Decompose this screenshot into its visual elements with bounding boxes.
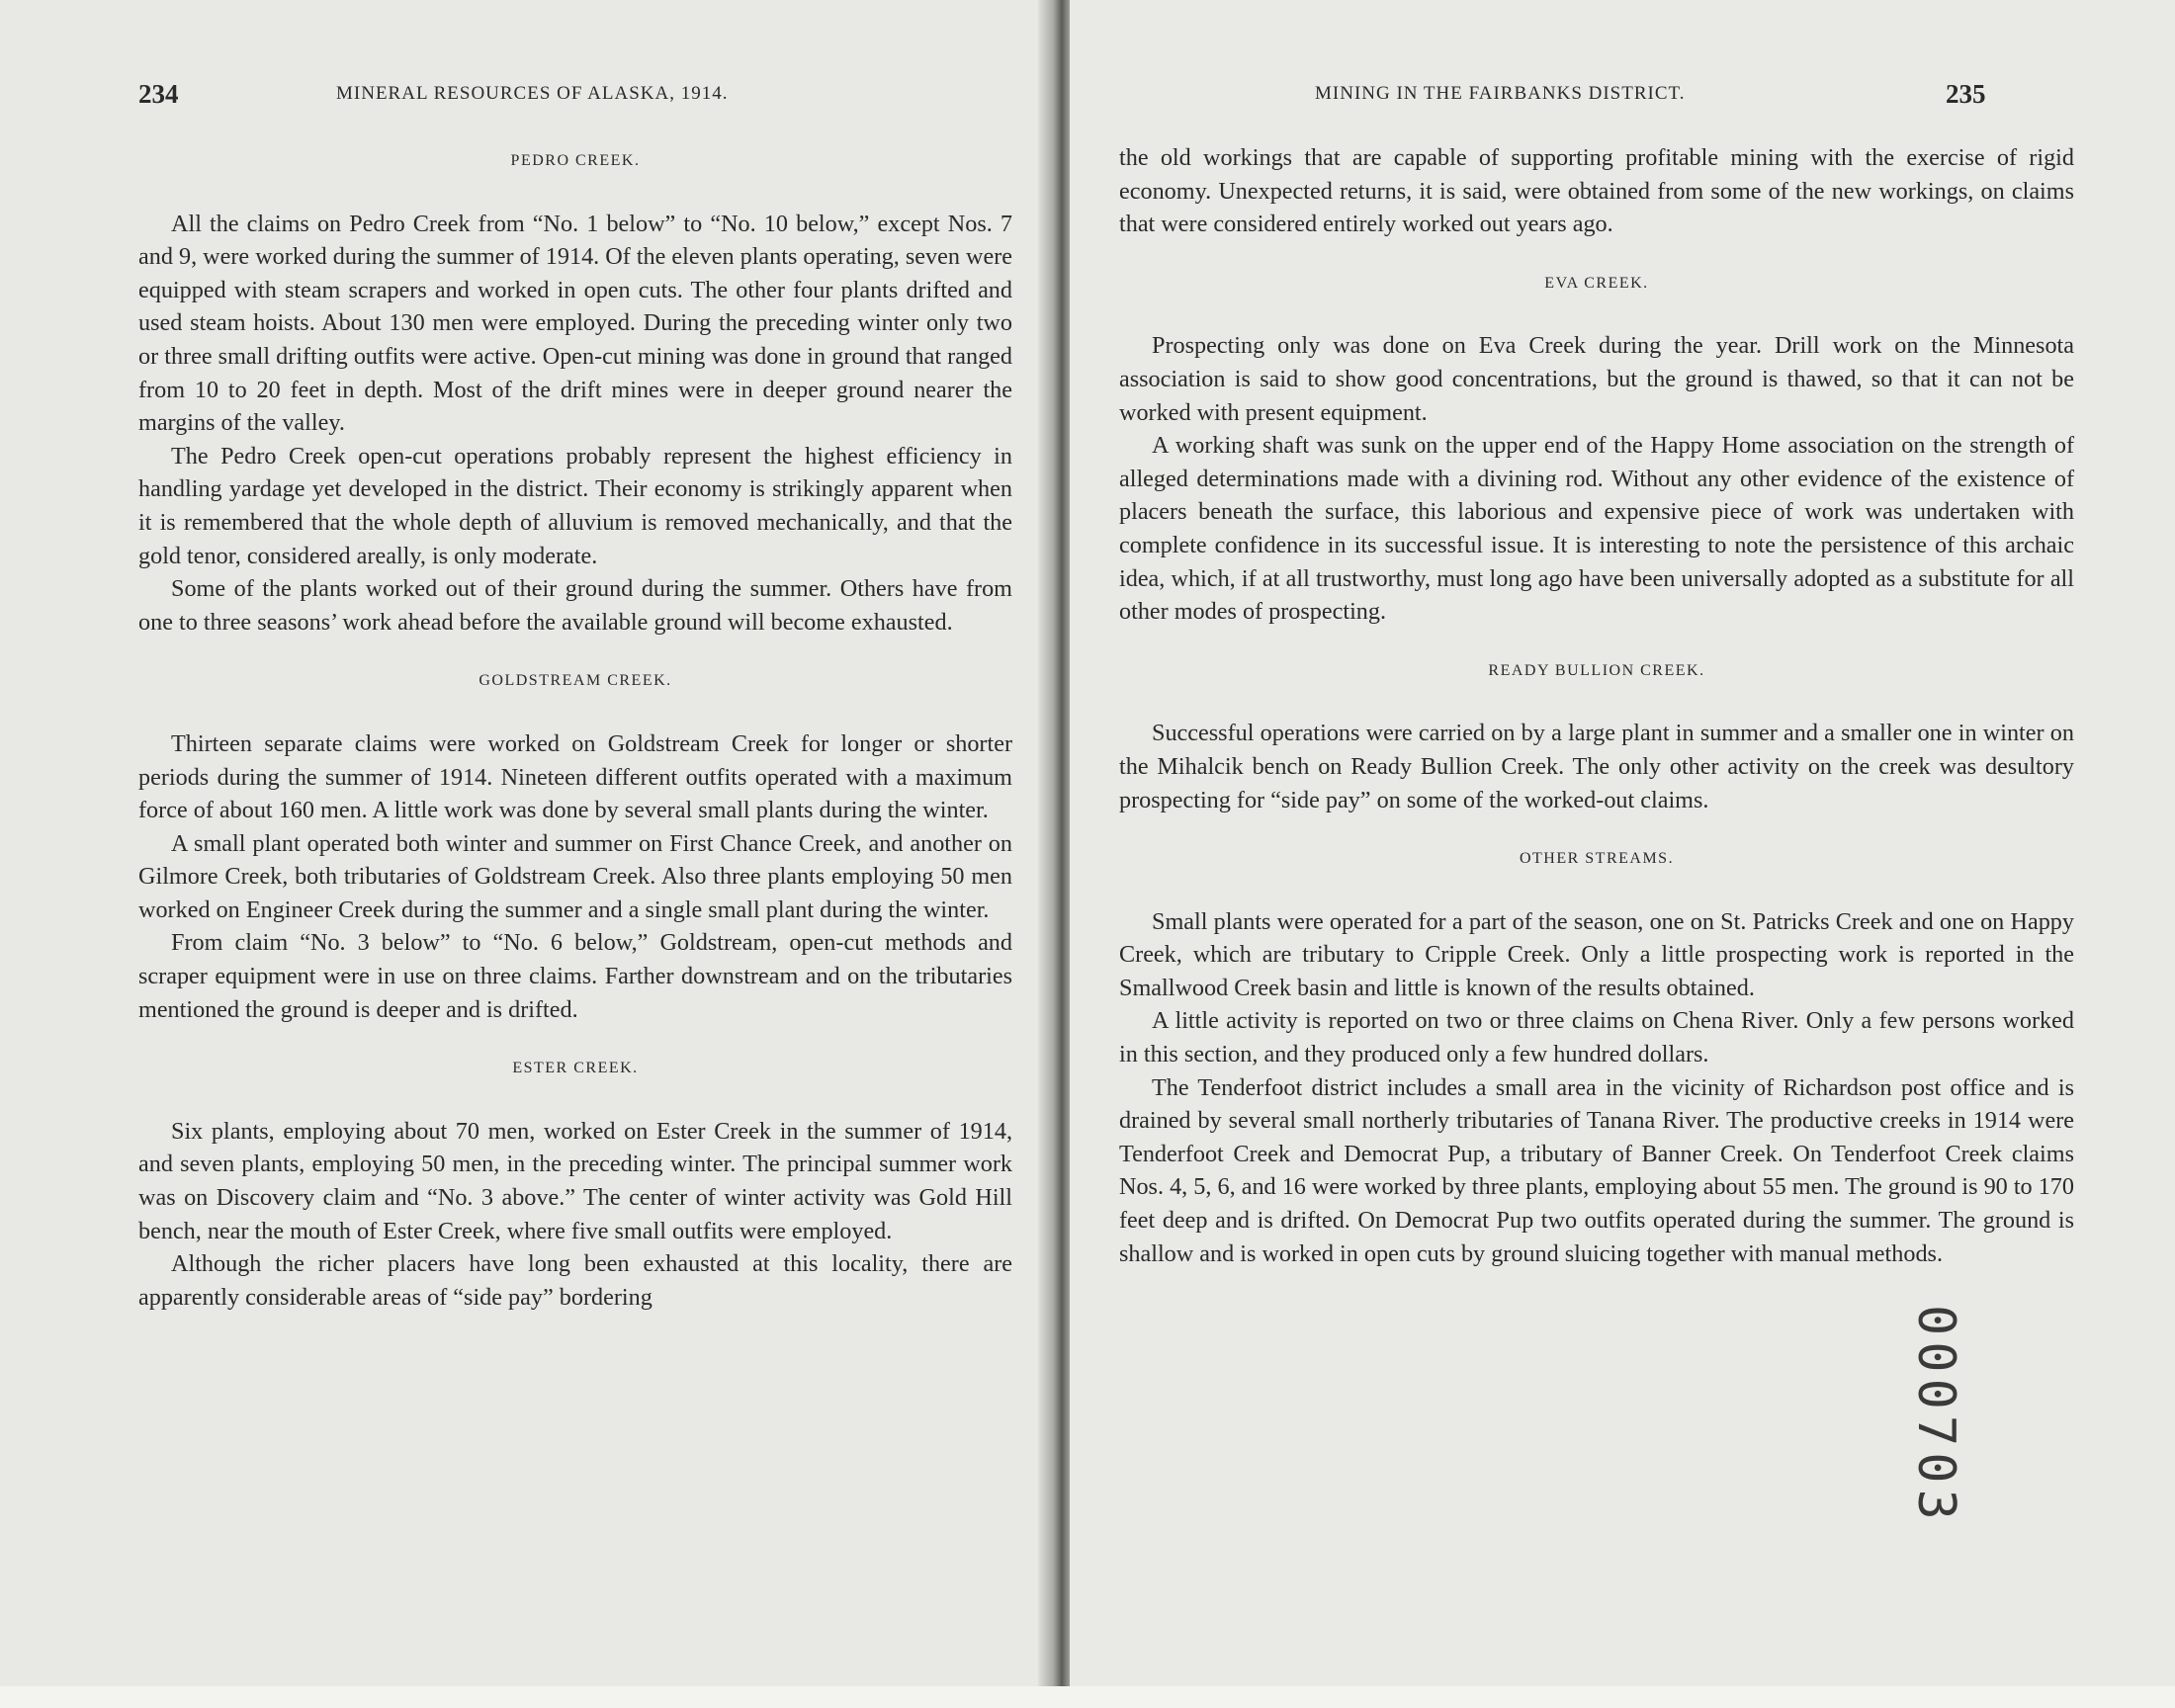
scan-bottom-edge [0, 1686, 2175, 1708]
left-page-text [138, 144, 1012, 1314]
archive-stamp-number: 000703 [1906, 1305, 1965, 1526]
running-head-left: MINERAL RESOURCES OF ALASKA, 1914. [336, 83, 729, 104]
paragraph: Thirteen separate claims were worked on Goldstream Creek for longer or shorter periods during the summer of 1914. Nineteen different outfits operated with a maximum force of about 160 men. A little work was done by several small plants during the winter. [138, 729, 1012, 824]
section-heading-other-streams: OTHER STREAMS. [1519, 850, 1675, 868]
page-number-left: 234 [138, 79, 179, 109]
section-heading-goldstream-creek: GOLDSTREAM CREEK. [478, 672, 672, 690]
running-head-right: MINING IN THE FAIRBANKS DISTRICT. [1315, 83, 1686, 104]
paragraph: The Tenderfoot district includes a small area in the vicinity of Richardson post office and is drained by several small northerly tributaries of Tanana River. The productive creeks in 1914 were Tenderfoot Creek and Democrat Pup, a tributary of Banner Creek. On Tenderfoot Creek claims Nos. 4, 5, 6, and 16 were worked by three plants, employing about 55 men. The ground is 90 to 170 feet deep and is drifted. On Democrat Pup two outfits operated during the summer. The ground is shallow and is worked in open cuts by ground sluicing together with manual methods. [1119, 1073, 2074, 1267]
paragraph: All the claims on Pedro Creek from “No. 1 below” to “No. 10 below,” except Nos. 7 and 9, were worked during the summer of 1914. Of the eleven plants operating, seven were equipped with steam scrapers and worked in open cuts. The other four plants drifted and used steam hoists. About 130 men were employed. During the preceding winter only two or three small drifting outfits were active. Open-cut mining was done in ground that ranged from 10 to 20 feet in depth. Most of the drift mines were in deeper ground nearer the margins of the valley. [138, 210, 1012, 437]
paragraph: Although the richer placers have long been exhausted at this locality, there are apparently considerable areas of “side pay” bordering [138, 1250, 1012, 1311]
paragraph-continuation: the old workings that are capable of supporting profitable mining with the exercise of rigid economy. Unexpected returns, it is said, were obtained from some of the new workings, on claims that were considered entirely worked out years ago. [1119, 144, 2074, 238]
section-heading-eva-creek: EVA CREEK. [1544, 274, 1649, 292]
right-page [1070, 0, 2175, 1708]
paragraph: Successful operations were carried on by a large plant in summer and a smaller one in winter on the Mihalcik bench on Ready Bullion Creek. The only other activity on the creek was desultory prospecting for “side pay” on some of the worked-out claims. [1119, 720, 2074, 813]
paragraph: A working shaft was sunk on the upper end of the Happy Home association on the strength of alleged determinations made with a divining rod. Without any other evidence of the existence of placers beneath the surface, this laborious and expensive piece of work was undertaken with complete confidence in its successful issue. It is interesting to note the persistence of this archaic idea, which, if at all trustworthy, must long ago have been universally adopted as a substitute for all other modes of prospecting. [1119, 432, 2074, 626]
paragraph: Prospecting only was done on Eva Creek during the year. Drill work on the Minnesota association is said to show good concentrations, but the ground is thawed, so that it can not be worked with present equipment. [1119, 332, 2074, 426]
page-number-right: 235 [1946, 79, 1986, 109]
paragraph: Six plants, employing about 70 men, worked on Ester Creek in the summer of 1914, and seven plants, employing 50 men, in the preceding winter. The principal summer work was on Discovery claim and “No. 3 above.” The center of winter activity was Gold Hill bench, near the mouth of Ester Creek, where five small outfits were employed. [138, 1117, 1012, 1244]
paragraph: Small plants were operated for a part of the season, one on St. Patricks Creek and one on Happy Creek, which are tributary to Cripple Creek. Only a little prospecting work is reported in the Smallwood Creek basin and little is known of the results obtained. [1119, 907, 2074, 1001]
left-page [0, 0, 1056, 1708]
paragraph: A little activity is reported on two or three claims on Chena River. Only a few persons worked in this section, and they produced only a few hundred dollars. [1119, 1007, 2074, 1068]
section-heading-ester-creek: ESTER CREEK. [512, 1060, 639, 1077]
paragraph: A small plant operated both winter and summer on First Chance Creek, and another on Gilmore Creek, both tributaries of Goldstream Creek. Also three plants employing 50 men worked on Engineer Creek during the summer and a single small plant during the winter. [138, 829, 1012, 923]
paragraph: From claim “No. 3 below” to “No. 6 below,” Goldstream, open-cut methods and scraper equipment were in use on three claims. Farther downstream and on the tributaries mentioned the ground is deeper and is drifted. [138, 929, 1012, 1023]
right-page-text [1119, 141, 2074, 1270]
paragraph: Some of the plants worked out of their ground during the summer. Others have from one to three seasons’ work ahead before the available ground will become exhausted. [138, 575, 1012, 636]
section-heading-ready-bullion-creek: READY BULLION CREEK. [1488, 661, 1705, 679]
section-heading-pedro-creek: PEDRO CREEK. [510, 152, 641, 169]
paragraph: The Pedro Creek open-cut operations probably represent the highest efficiency in handling yardage yet developed in the district. Their economy is strikingly apparent when it is remembered that the whole depth of alluvium is removed mechanically, and that the gold tenor, considered areally, is only moderate. [138, 442, 1012, 569]
